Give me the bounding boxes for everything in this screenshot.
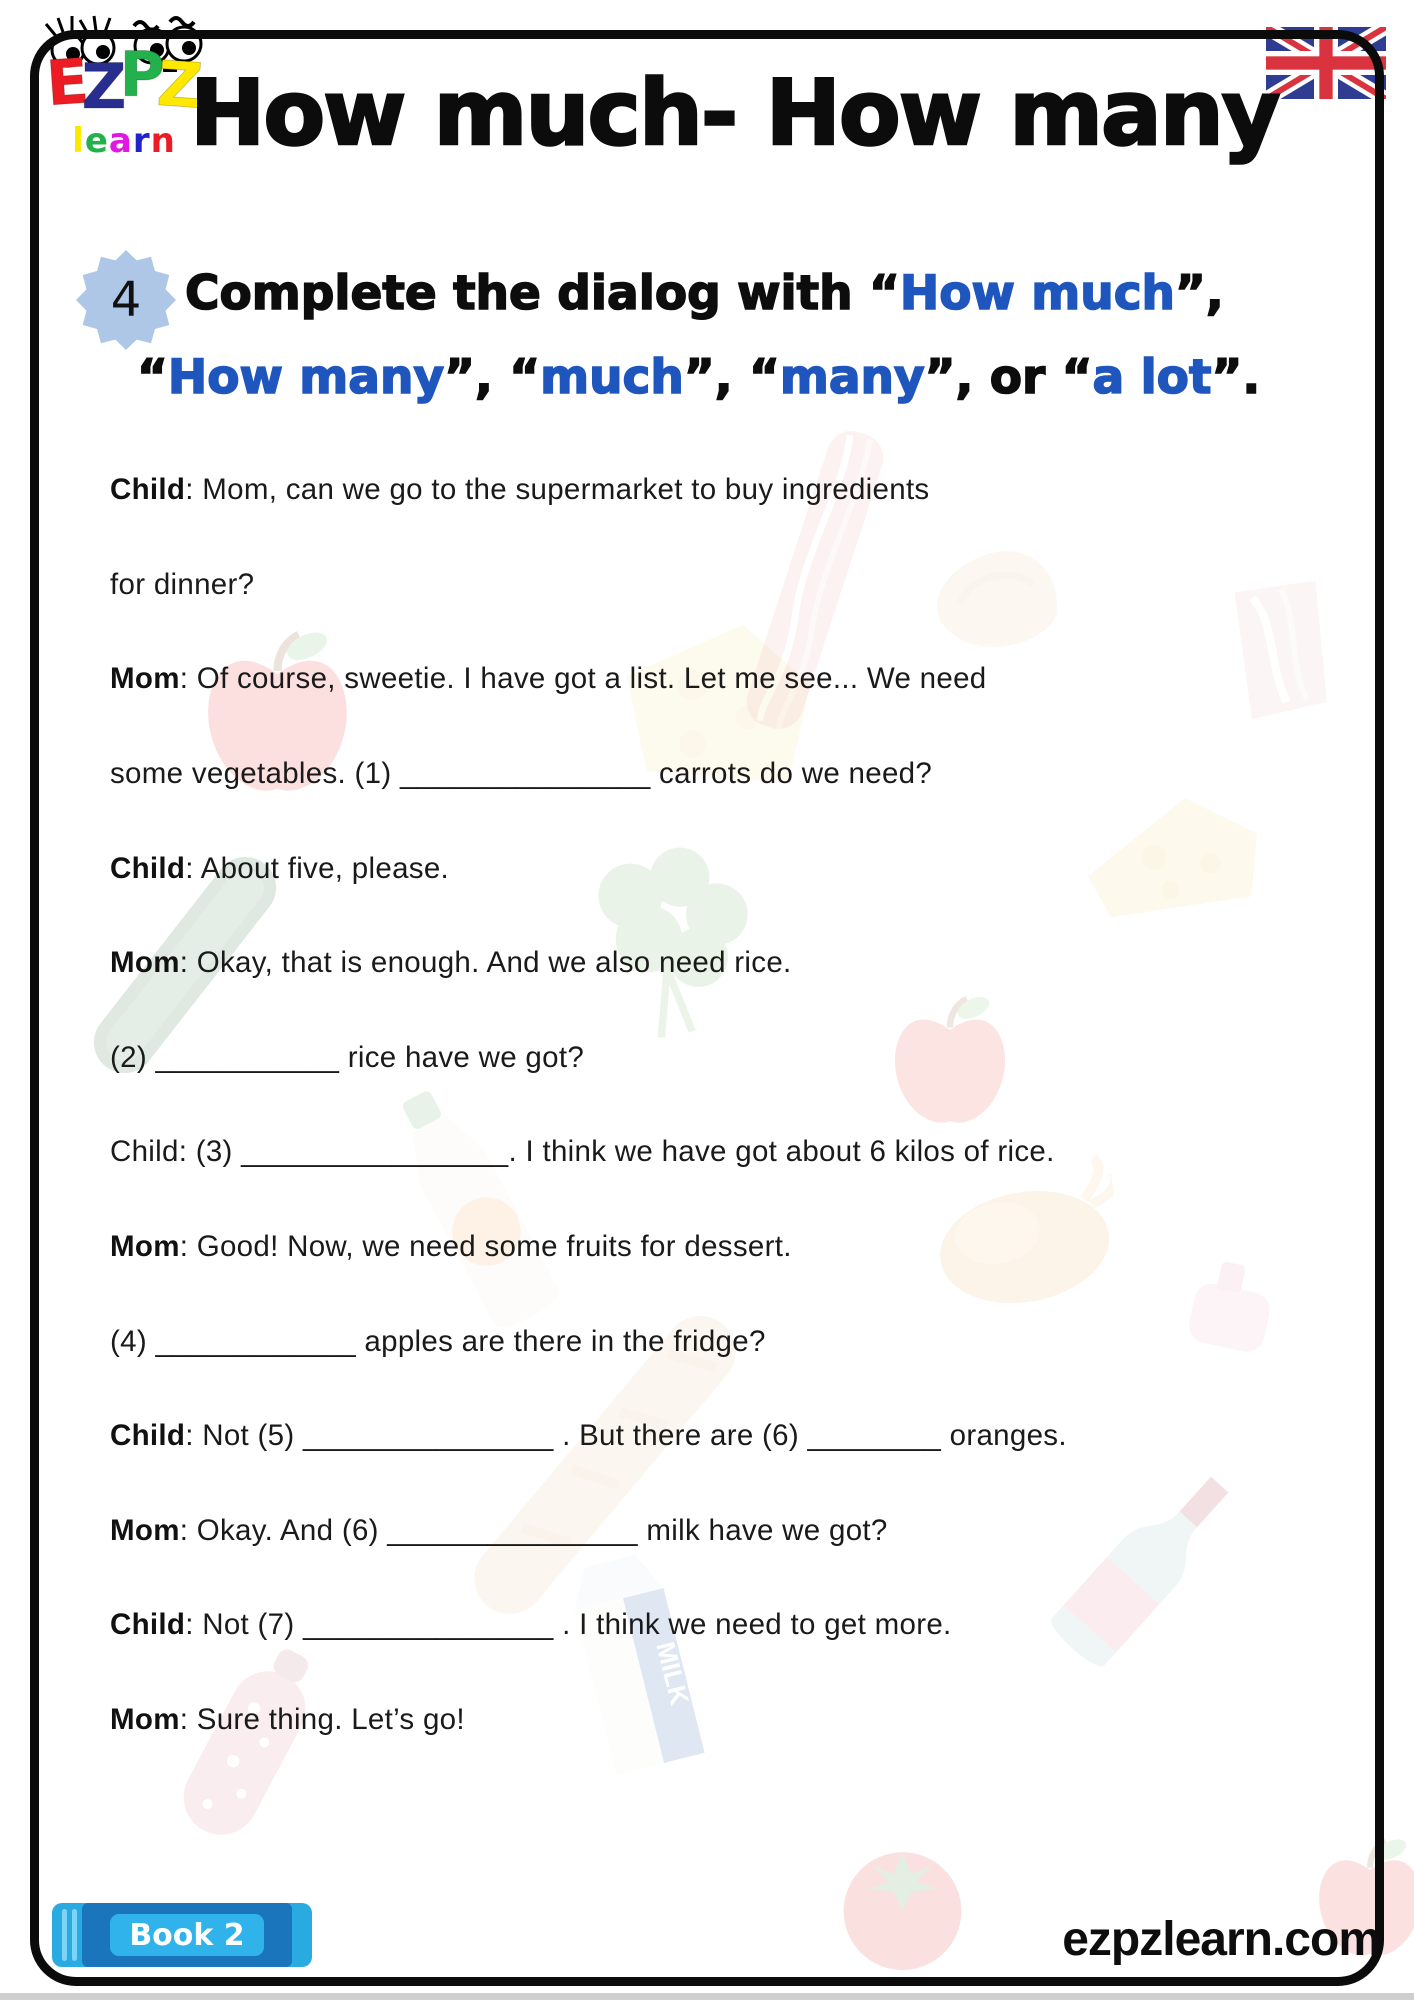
dialog-line-text: (4) ____________ apples are there in the fridge? [110,1324,766,1358]
dialog-line [110,538,1355,633]
speaker-name: Mom [110,1513,180,1547]
dialog-line-text: : Good! Now, we need some fruits for dessert. [179,1230,792,1264]
dialog-line-text: : About five, please. [185,851,450,885]
instruction-line-2 [137,350,1260,405]
dialog-line-text: Child: (3) ________________. I think we have got about 6 kilos of rice. [110,1135,1055,1169]
dialog-line-text: : Not (7) _______________ . I think we need to get more. [185,1608,952,1642]
exercise-number-badge [76,250,176,350]
dialog-line [110,727,1355,822]
logo-letter: Z [81,50,120,123]
book-label: Book 2 [110,1914,264,1956]
instruction-keyword: much [540,350,684,405]
instruction-segment: ”, “ [683,350,780,405]
logo-letter: a [108,121,133,161]
instruction-segment: “ [137,350,168,405]
instruction-keyword: How much [899,266,1176,321]
dialog-line [110,1105,1355,1200]
dialog-line [110,1294,1355,1389]
dialog-line [110,916,1355,1011]
speaker-name: Mom [110,662,180,696]
logo-letter: e [84,121,109,161]
dialog-line-text: : Mom, can we go to the supermarket to buy ingredients [185,473,930,507]
worksheet-title: How much- How many [190,61,1279,166]
logo-letter: r [132,121,151,161]
dialog-line-text: for dinner? [110,567,255,601]
dialog-line-text: : Not (5) _______________ . But there are (6) ________ oranges. [185,1419,1067,1453]
instruction-keyword: How many [167,350,445,405]
instruction-segment: ”, or “ [924,350,1093,405]
instruction-keyword: a lot [1092,350,1212,405]
logo-word-learn [34,121,214,161]
exercise-number: 4 [110,272,142,328]
dialog-line-text: : Sure thing. Let’s go! [179,1703,465,1737]
instruction-segment: Complete the dialog with “ [185,266,900,321]
dialog-line [110,821,1355,916]
book-badge-stripe [62,1909,67,1961]
website-link[interactable]: ezpzlearn.com [1062,1913,1380,1966]
speaker-name: Mom [110,1230,180,1264]
dialog-line [110,1389,1355,1484]
speaker-name: Child [110,851,186,885]
logo-letter: n [150,121,176,161]
logo-letter: P [119,38,158,111]
dialog-line-text: (2) ___________ rice have we got? [110,1040,585,1074]
dialog-line-text: : Of course, sweetie. I have got a list. Let me see... We need [179,662,987,696]
logo-letter: l [72,121,85,161]
dialog-text [110,443,1355,1767]
dialog-line [110,1578,1355,1673]
dialog-line [110,632,1355,727]
instruction-segment: ”, [1175,266,1224,321]
logo-word-ezpz [26,38,216,123]
speaker-name: Child [110,473,186,507]
dialog-line [110,1673,1355,1768]
instruction-keyword: many [779,350,925,405]
logo-letter: Z [154,46,198,123]
instruction-segment: ”, “ [444,350,541,405]
dialog-line-text: some vegetables. (1) _______________ carrots do we need? [110,757,933,791]
ezpz-learn-logo [26,12,216,172]
dialog-line-text: : Okay. And (6) _______________ milk have we got? [179,1513,888,1547]
speaker-name: Child [110,1419,186,1453]
book-badge [52,1903,312,1967]
milk-carton-label: MILK [650,1638,695,1708]
logo-letter: E [44,44,85,121]
tomato-watermark-icon [835,1830,970,1980]
speaker-name: Child [110,1608,186,1642]
dialog-line-text: : Okay, that is enough. And we also need rice. [179,946,792,980]
speaker-name: Mom [110,946,180,980]
dialog-line [110,1011,1355,1106]
instruction-segment: ”. [1211,350,1261,405]
instruction-line-1 [185,266,1224,321]
page-edge-strip [0,1993,1414,2000]
dialog-line [110,443,1355,538]
book-badge-stripe [72,1909,77,1961]
dialog-line [110,1200,1355,1295]
speaker-name: Mom [110,1703,180,1737]
dialog-line [110,1484,1355,1579]
